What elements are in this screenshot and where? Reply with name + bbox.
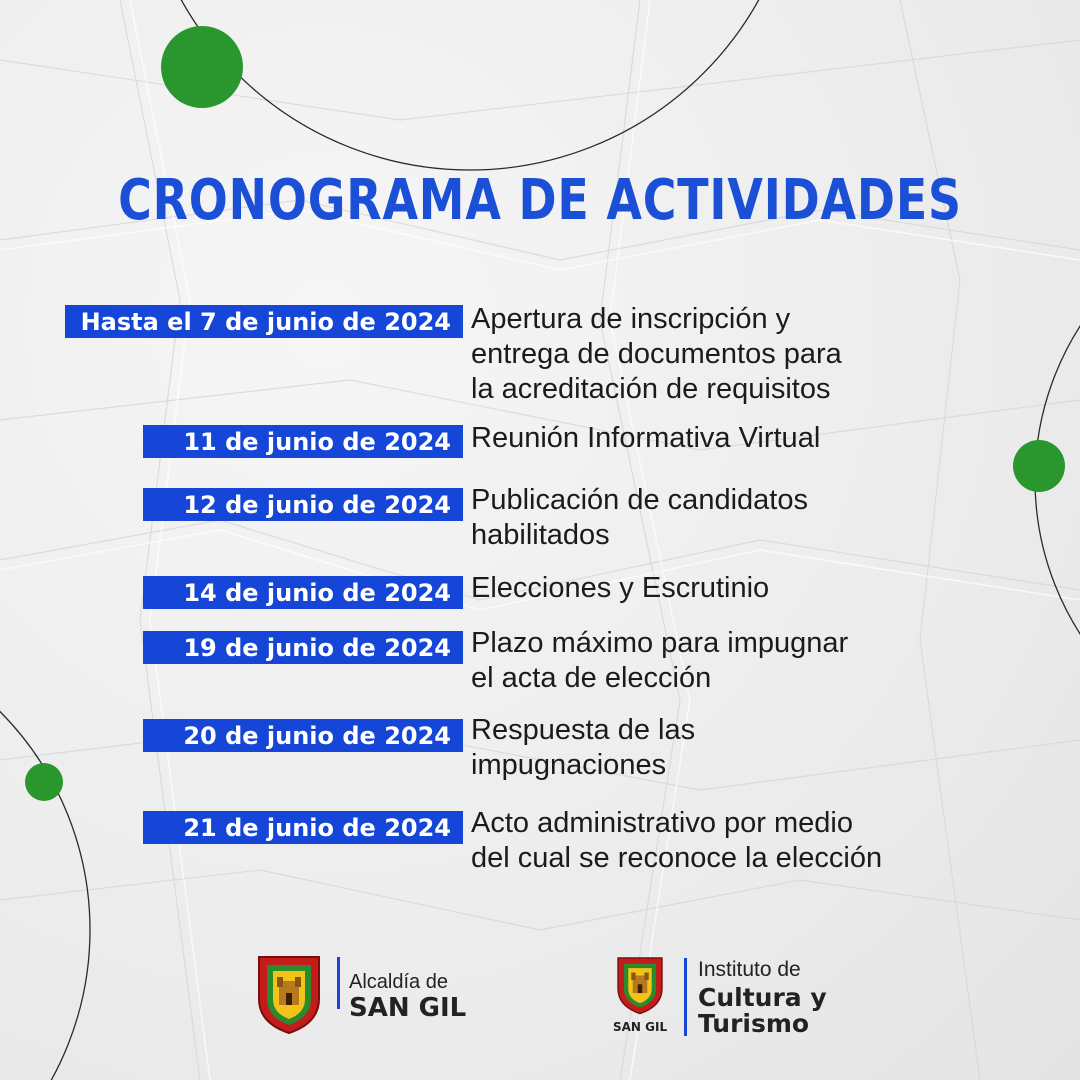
green-dot-top bbox=[161, 26, 243, 108]
date-badge: 21 de junio de 2024 bbox=[143, 811, 463, 844]
instituto-line3: Turismo bbox=[698, 1009, 810, 1038]
instituto-line2: Cultura y bbox=[698, 983, 827, 1012]
logo-divider bbox=[337, 957, 340, 1009]
top-arc bbox=[140, 0, 800, 170]
green-dot-left bbox=[25, 763, 63, 801]
date-badge: 19 de junio de 2024 bbox=[143, 631, 463, 664]
activity-text: Publicación de candidatos habilitados bbox=[471, 484, 808, 551]
coat-of-arms-icon bbox=[611, 955, 669, 1015]
instituto-line1: Instituto de bbox=[698, 958, 801, 981]
coat-of-arms-icon bbox=[251, 953, 327, 1035]
page-title: CRONOGRAMA DE ACTIVIDADES bbox=[118, 168, 962, 233]
alcaldia-line2: SAN GIL bbox=[349, 993, 467, 1023]
date-badge: 14 de junio de 2024 bbox=[143, 576, 463, 609]
date-badge: 12 de junio de 2024 bbox=[143, 488, 463, 521]
logo-divider bbox=[684, 958, 687, 1036]
activity-text: Respuesta de las impugnaciones bbox=[471, 714, 696, 781]
date-badge: Hasta el 7 de junio de 2024 bbox=[65, 305, 463, 338]
activity-text: Plazo máximo para impugnar el acta de elección bbox=[471, 627, 849, 694]
date-badge: 20 de junio de 2024 bbox=[143, 719, 463, 752]
activity-text: Elecciones y Escrutinio bbox=[471, 572, 770, 604]
left-arc bbox=[0, 620, 90, 1080]
seal-label: SAN GIL bbox=[613, 1020, 668, 1034]
activity-text: Apertura de inscripción y entrega de documentos para la acreditación de requisitos bbox=[471, 303, 842, 405]
alcaldia-line1: Alcaldía de bbox=[349, 971, 448, 993]
activity-text: Acto administrativo por medio del cual se reconoce la elección bbox=[471, 807, 883, 874]
activity-text: Reunión Informativa Virtual bbox=[471, 422, 821, 454]
date-badge: 11 de junio de 2024 bbox=[143, 425, 463, 458]
